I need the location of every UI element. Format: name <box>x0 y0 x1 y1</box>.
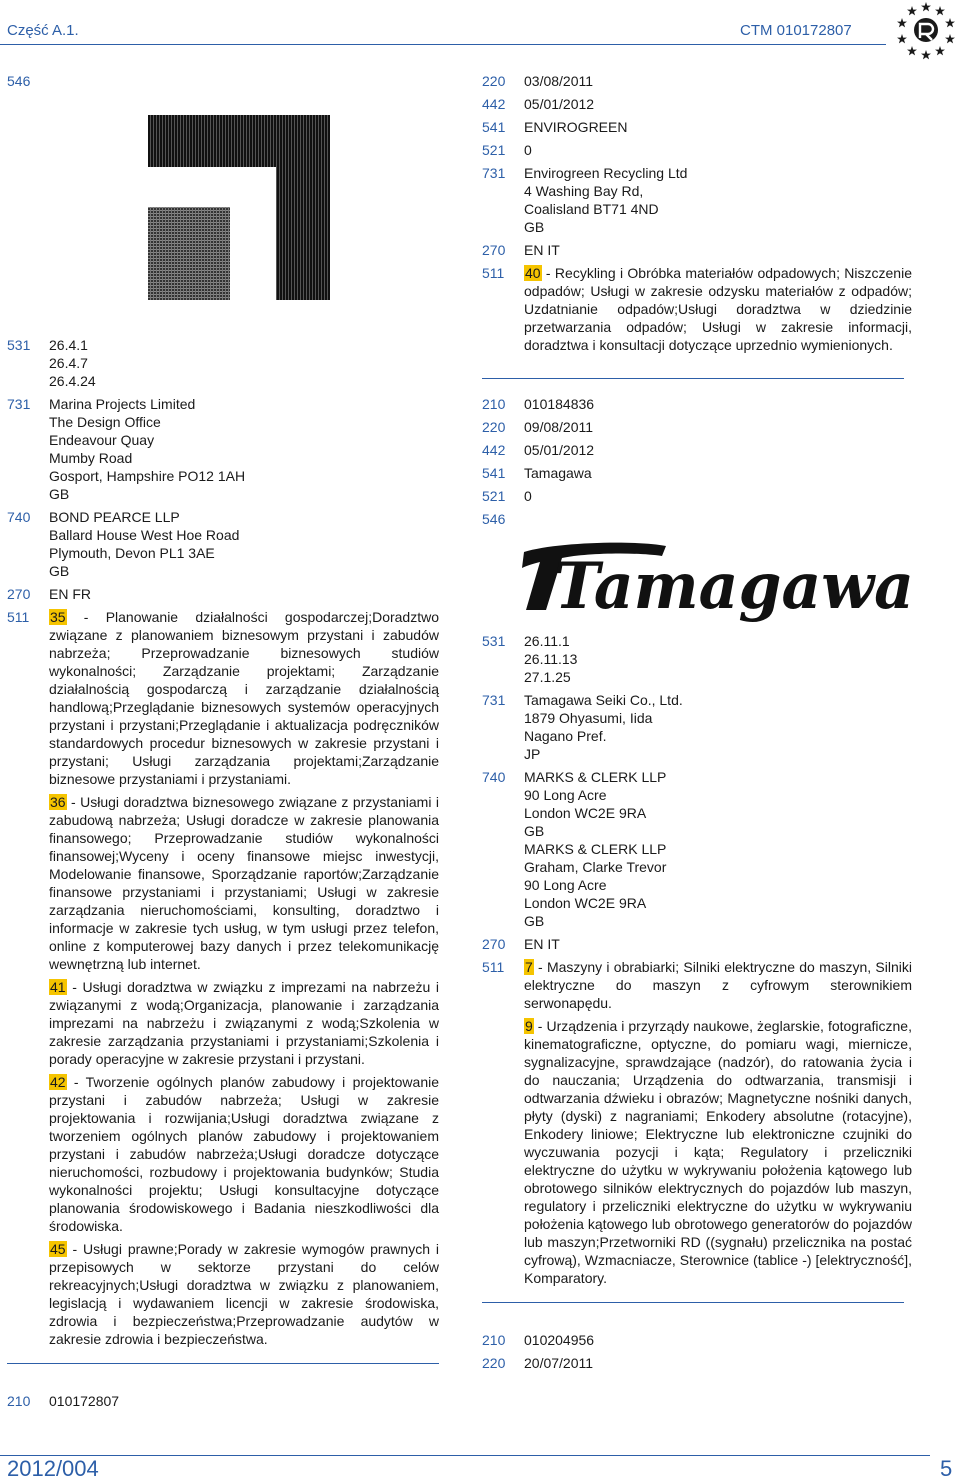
languages: EN IT <box>524 242 560 258</box>
inid-code: 546 <box>482 511 506 527</box>
field-511 <box>7 608 439 1353</box>
field-210 <box>7 1392 439 1410</box>
nice-class-badge: 45 <box>50 1241 66 1257</box>
page-number: 5 <box>940 1456 953 1481</box>
vienna-class: 26.4.1 <box>49 337 88 353</box>
inid-code: 731 <box>7 396 31 412</box>
representative-line: BOND PEARCE LLP <box>49 509 180 525</box>
field-531 <box>7 336 439 390</box>
field-731 <box>482 691 912 763</box>
inid-code: 210 <box>7 1393 31 1409</box>
representative-line: MARKS & CLERK LLP <box>524 769 667 785</box>
field-220 <box>482 72 912 90</box>
nice-class-badge: 41 <box>50 979 66 995</box>
inid-code: 220 <box>482 1355 506 1371</box>
owner-line: Marina Projects Limited <box>49 396 196 412</box>
inid-code: 511 <box>7 609 30 625</box>
field-442 <box>482 441 912 459</box>
goods-description: - Usługi doradztwa biznesowego związane z przystaniami i zabudową nabrzeża; Usługi doradcze w zakresie planowania finansowego; Przeprowadzanie studiów wykonalności finansowej;Wyceny i oceny finansowe miejsc inwestycji, Modelowanie finansowe, Sporządzanie raportów;Zarządzanie finansowe przystaniami i przystaniami; Usługi w zakresie zarządzania nieruchomościami, konsulting, doradztwo i informacje w zakresie tych usług, w tym usługi przez telefon, online z komputerowej bazy danych i przez telekomunikację wewnętrzną lub internet. <box>49 794 439 972</box>
figurative-mark-image <box>148 115 330 300</box>
section-label: Część A.1. <box>7 22 79 39</box>
goods-description: - Tworzenie ogólnych planów zabudowy i projektowanie przystani i zabudów nabrzeża; Usługi w zakresie projektowania i rozwijania;Usługi doradztwa związane z tworzeniem ogólnych planów zabudowy i projektowaniem przystani i zabudów nabrzeża;Usługi doradcze dotyczące nieruchomości, rozbudowy i projektowania budynków; Studia wykonalności projektu; Usługi konsultacyjne dotyczące planowania środowiskowego i Badania nieszkodliwości dla środowiska. <box>49 1074 439 1234</box>
goods-description: - Urządzenia i przyrządy naukowe, żeglarskie, fotograficzne, kinematograficzne, optyczne, do pomiaru wagi, miernicze, sygnalizacyjne, sprawdzające (nadzór), do ratowania życia i do nauczania; Urządzenia do odtwarzania, transmisji i odtwarzania dźwieku i obrazów; Magnetyczne nośniki danych, płyty (dyski) z nagraniami; Enkodery absolutne (rotacyjne), Enkodery liniowe; Elektryczne lub elektroniczne czujniki do wyczuwania pozycji i kąta; Regulatory i przeliczniki elektryczne do użytku w wykrywaniu położenia kątowego lub obrotowego silników elektrycznych do pojazdów lub maszyn, regulatory i przeliczniki elektryczne do użytku w wykrywaniu położenia kątowego lub obrotowego generatorów do pojazdów lub maszyn;Przetworniki RD ((sygnału) przelicznika na postać cyfrową), Wzmacniacze, Sterownice (tablice -) [elektryczność], Komparatory. <box>524 1018 912 1286</box>
representative-line: GB <box>524 913 545 929</box>
representative-line: GB <box>524 823 545 839</box>
inid-code: 740 <box>7 509 31 525</box>
languages: EN FR <box>49 586 91 602</box>
application-number: 010184836 <box>524 396 595 412</box>
goods-class-entry <box>49 1073 439 1235</box>
word-mark: Tamagawa <box>524 465 592 481</box>
field-731 <box>482 164 912 236</box>
vienna-class: 27.1.25 <box>524 669 571 685</box>
inid-code: 531 <box>7 337 31 353</box>
nice-class-badge: 7 <box>525 959 533 975</box>
field-731 <box>7 395 439 503</box>
inid-code: 546 <box>7 73 31 89</box>
mark-type: 0 <box>524 142 532 158</box>
goods-description: - Planowanie działalności gospodarczej;Doradztwo związane z planowaniem biznesowym przystani i zabudów nabrzeża; Przeprowadzanie biznesowych studiów wykonalności; Zarządzanie projektami; Zarządzanie działalnością gospodarczą i zarządzanie działalnością handlową;Przeglądanie biznesowych systemów operacyjnych przystani i przystani;Przeglądanie i aktualizacja podręczników standardowych procedur biznesowych w zakresie przystani i przystani; Usługi zarządzania projektami;Zarządzanie biznesowe przystaniami i przystaniami. <box>49 609 439 787</box>
publication-date: 05/01/2012 <box>524 442 595 458</box>
owner-line: 4 Washing Bay Rd, <box>524 183 644 199</box>
nice-class-badge: 9 <box>525 1018 533 1034</box>
inid-code: 521 <box>482 142 506 158</box>
header-rule <box>0 44 886 45</box>
field-541 <box>482 464 912 482</box>
representative-line: Plymouth, Devon PL1 3AE <box>49 545 215 561</box>
field-220 <box>482 1354 912 1372</box>
field-546 <box>7 72 439 90</box>
owner-line: Mumby Road <box>49 450 133 466</box>
field-442 <box>482 95 912 113</box>
nice-class-badge: 42 <box>50 1074 66 1090</box>
tamagawa-logo-text: Tamagawa <box>554 549 914 624</box>
filing-date: 03/08/2011 <box>524 73 594 89</box>
right-column <box>482 72 912 1372</box>
field-270 <box>482 241 912 259</box>
inid-code: 511 <box>482 265 505 281</box>
inid-code: 731 <box>482 692 506 708</box>
filing-date: 20/07/2011 <box>524 1355 594 1371</box>
page-footer <box>0 1452 960 1482</box>
inid-code: 740 <box>482 769 506 785</box>
representative-line: London WC2E 9RA <box>524 895 647 911</box>
inid-code: 541 <box>482 465 506 481</box>
nice-class-badge: 40 <box>525 265 541 281</box>
goods-class-entry <box>49 978 439 1068</box>
owner-line: GB <box>524 219 545 235</box>
inid-code: 210 <box>482 1332 506 1348</box>
goods-class-entry <box>524 958 912 1012</box>
owner-line: Tamagawa Seiki Co., Ltd. <box>524 692 683 708</box>
ohim-emblem-icon <box>893 0 959 60</box>
owner-line: Nagano Pref. <box>524 728 607 744</box>
vienna-class: 26.4.7 <box>49 355 88 371</box>
owner-line: Envirogreen Recycling Ltd <box>524 165 688 181</box>
goods-description: - Maszyny i obrabiarki; Silniki elektryczne do maszyn, Silniki elektryczne do maszyn z cyfrowym sterownikiem serwonapędu. <box>524 959 912 1011</box>
representative-line: 90 Long Acre <box>524 877 607 893</box>
nice-class-badge: 36 <box>50 794 66 810</box>
nice-class-badge: 35 <box>50 609 66 625</box>
field-511 <box>482 958 912 1292</box>
filing-date: 09/08/2011 <box>524 419 594 435</box>
owner-line: Gosport, Hampshire PO12 1AH <box>49 468 246 484</box>
field-531 <box>482 632 912 686</box>
field-220 <box>482 418 912 436</box>
inid-code: 511 <box>482 959 505 975</box>
owner-line: JP <box>524 746 541 762</box>
bulletin-issue: 2012/004 <box>7 1456 99 1481</box>
field-521 <box>482 487 912 505</box>
owner-line: GB <box>49 486 70 502</box>
representative-line: Ballard House West Hoe Road <box>49 527 240 543</box>
application-number: 010172807 <box>49 1393 120 1409</box>
representative-line: MARKS & CLERK LLP <box>524 841 667 857</box>
goods-description: - Usługi doradztwa w związku z imprezami na nabrzeżu i związanymi z wodą;Organizacja, planowanie i zarządzania imprezami na nabrzeżu i związanymi z wodą;Szkolenia w zakresie zarządzania przystaniami i przystaniami;Szkolenia i porady operacyjne w zakresie przystani i przystani. <box>49 979 439 1067</box>
goods-class-entry <box>49 1240 439 1348</box>
inid-code: 442 <box>482 96 506 112</box>
inid-code: 442 <box>482 442 506 458</box>
owner-line: Coalisland BT71 4ND <box>524 201 659 217</box>
footer-rule <box>0 1455 930 1456</box>
inid-code: 270 <box>7 586 31 602</box>
inid-code: 210 <box>482 396 506 412</box>
application-number: 010204956 <box>524 1332 595 1348</box>
field-511 <box>482 264 912 359</box>
tamagawa-logo-image <box>516 538 921 624</box>
inid-code: 220 <box>482 73 506 89</box>
field-210 <box>482 1331 912 1349</box>
field-270 <box>482 935 912 953</box>
owner-line: 1879 Ohyasumi, Iida <box>524 710 653 726</box>
goods-class-entry <box>524 264 912 354</box>
inid-code: 270 <box>482 936 506 952</box>
goods-description: - Recykling i Obróbka materiałów odpadowych; Niszczenie odpadów; Usługi w zakresie odzysku materiałów z odpadów; Uzdatnianie odpadów;Usługi doradztwa w dziedzinie przetwarzania odpadów; Usługi w zakresie informacji, doradztwa i konsultacji dotyczące uprzednio wymienionych. <box>524 265 912 353</box>
owner-line: Endeavour Quay <box>49 432 155 448</box>
field-521 <box>482 141 912 159</box>
representative-line: 90 Long Acre <box>524 787 607 803</box>
mark-type: 0 <box>524 488 532 504</box>
goods-class-entry <box>49 608 439 788</box>
field-740 <box>7 508 439 580</box>
representative-line: London WC2E 9RA <box>524 805 647 821</box>
representative-line: Graham, Clarke Trevor <box>524 859 667 875</box>
inid-code: 220 <box>482 419 506 435</box>
vienna-class: 26.11.1 <box>524 633 570 649</box>
goods-class-entry <box>49 793 439 973</box>
inid-code: 531 <box>482 633 506 649</box>
field-740 <box>482 768 912 930</box>
inid-code: 731 <box>482 165 506 181</box>
inid-code: 521 <box>482 488 506 504</box>
languages: EN IT <box>524 936 560 952</box>
field-270 <box>7 585 439 603</box>
publication-date: 05/01/2012 <box>524 96 595 112</box>
representative-line: GB <box>49 563 70 579</box>
inid-code: 541 <box>482 119 506 135</box>
goods-description: - Usługi prawne;Porady w zakresie wymogów prawnych i przepisowych w sektorze przystani do celów rekreacyjnych;Usługi doradztwa w związku z planowaniem, legislacją i wydawaniem licencji w zakresie środowiska, zdrowia i bezpieczeństwa;Przeprowadzanie audytów w zakresie zdrowia i bezpieczeństwa. <box>49 1241 439 1347</box>
field-210 <box>482 395 912 413</box>
owner-line: The Design Office <box>49 414 161 430</box>
field-541 <box>482 118 912 136</box>
field-546 <box>482 510 912 528</box>
word-mark: ENVIROGREEN <box>524 119 628 135</box>
vienna-class: 26.11.13 <box>524 651 578 667</box>
ctm-number: CTM 010172807 <box>740 22 852 39</box>
inid-code: 270 <box>482 242 506 258</box>
vienna-class: 26.4.24 <box>49 373 96 389</box>
goods-class-entry <box>524 1017 912 1287</box>
page-header <box>0 0 960 60</box>
